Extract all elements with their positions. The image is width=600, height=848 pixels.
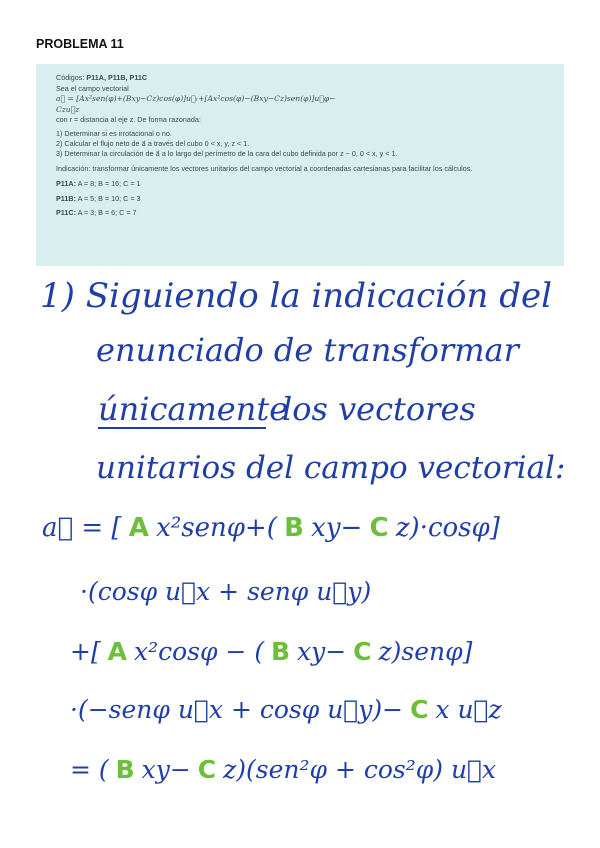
codes-list: P11A, P11B, P11C bbox=[86, 73, 148, 82]
hw-line-3-rest: los vectores bbox=[282, 390, 476, 428]
eq3-mid2: xy− bbox=[297, 637, 347, 666]
eq5-coef-b: B bbox=[115, 755, 135, 784]
eq1-mid: x²senφ+( bbox=[156, 513, 277, 543]
eq4-coef-c: C bbox=[410, 695, 429, 724]
eq5-mid: xy− bbox=[141, 755, 191, 784]
codes-prefix: Códigos: bbox=[56, 73, 85, 82]
problem-title: PROBLEMA 11 bbox=[36, 37, 124, 51]
formula-line-1: a⃗ = [Ax²sen(φ)+(Bxy−Cz)cos(φ)]u⃗ᵣ+[Ax²cos(φ)−(Bxy−Cz)sen(φ)]u⃗φ− bbox=[56, 94, 336, 104]
question-2: 2) Calcular el flujo neto de a⃗ a través del cubo 0 < x, y, z < 1. bbox=[56, 138, 250, 148]
eq3-end: z)senφ] bbox=[378, 637, 473, 666]
eq4-start: ·(−senφ u⃗x + cosφ u⃗y)− bbox=[70, 695, 404, 724]
p11c-label: P11C: bbox=[56, 208, 76, 218]
eq1-lhs: a⃗ = [ bbox=[42, 513, 122, 543]
p11b-label: P11B: bbox=[56, 193, 76, 203]
eq4-end: x u⃗z bbox=[435, 695, 502, 724]
hw-equation-5 bbox=[70, 755, 496, 784]
radius-note: con r = distancia al eje z. De forma razonada: bbox=[56, 115, 201, 125]
hw-line-4: unitarios del campo vectorial: bbox=[96, 450, 566, 486]
eq1-mid2: xy− bbox=[311, 513, 363, 543]
formula-line-2: Czu⃗z bbox=[56, 105, 80, 115]
hw-equation-4 bbox=[70, 695, 503, 724]
eq3-mid: x²cosφ − ( bbox=[133, 637, 265, 666]
question-3: 3) Determinar la circulación de a⃗ a lo largo del perímetro de la cara del cubo definida por z − 0, 0 < x, y < 1. bbox=[56, 148, 398, 158]
hw-line-1: 1) Siguiendo la indicación del bbox=[40, 276, 552, 316]
eq5-coef-c: C bbox=[197, 755, 217, 784]
p11a-values: A = 8; B = 16; C = 1 bbox=[77, 179, 141, 189]
p11c-values: A = 3; B = 6; C = 7 bbox=[77, 208, 137, 218]
p11b-values: A = 5; B = 10; C = 3 bbox=[77, 193, 141, 203]
eq3-coef-b: B bbox=[271, 637, 291, 666]
eq3-coef-a: A bbox=[107, 637, 128, 666]
hw-equation-2: ·(cosφ u⃗x + senφ u⃗y) bbox=[80, 577, 372, 606]
hw-line-2: enunciado de transformar bbox=[96, 331, 519, 369]
eq3-start: +[ bbox=[70, 637, 101, 666]
eq1-coef-c: C bbox=[369, 513, 389, 543]
hw-line-3-underlined: únicamente bbox=[98, 390, 289, 428]
hint-text: Indicación: transformar únicamente los vectores unitarios del campo vectorial a coordenadas cartesianas para facilitar los cálculos. bbox=[56, 164, 473, 174]
eq1-end: z)·cosφ] bbox=[395, 513, 500, 543]
eq5-start: = ( bbox=[70, 755, 109, 784]
intro-text: Sea el campo vectorial bbox=[56, 83, 129, 93]
hw-equation-3 bbox=[70, 637, 473, 666]
eq3-coef-c: C bbox=[353, 637, 372, 666]
eq5-end: z)(sen²φ + cos²φ) u⃗x bbox=[223, 755, 497, 784]
eq1-coef-b: B bbox=[284, 513, 304, 543]
question-1: 1) Determinar si es irrotacional o no. bbox=[56, 129, 172, 139]
hw-equation-1 bbox=[42, 512, 501, 543]
eq1-coef-a: A bbox=[128, 513, 149, 543]
p11a-label: P11A: bbox=[56, 179, 76, 189]
